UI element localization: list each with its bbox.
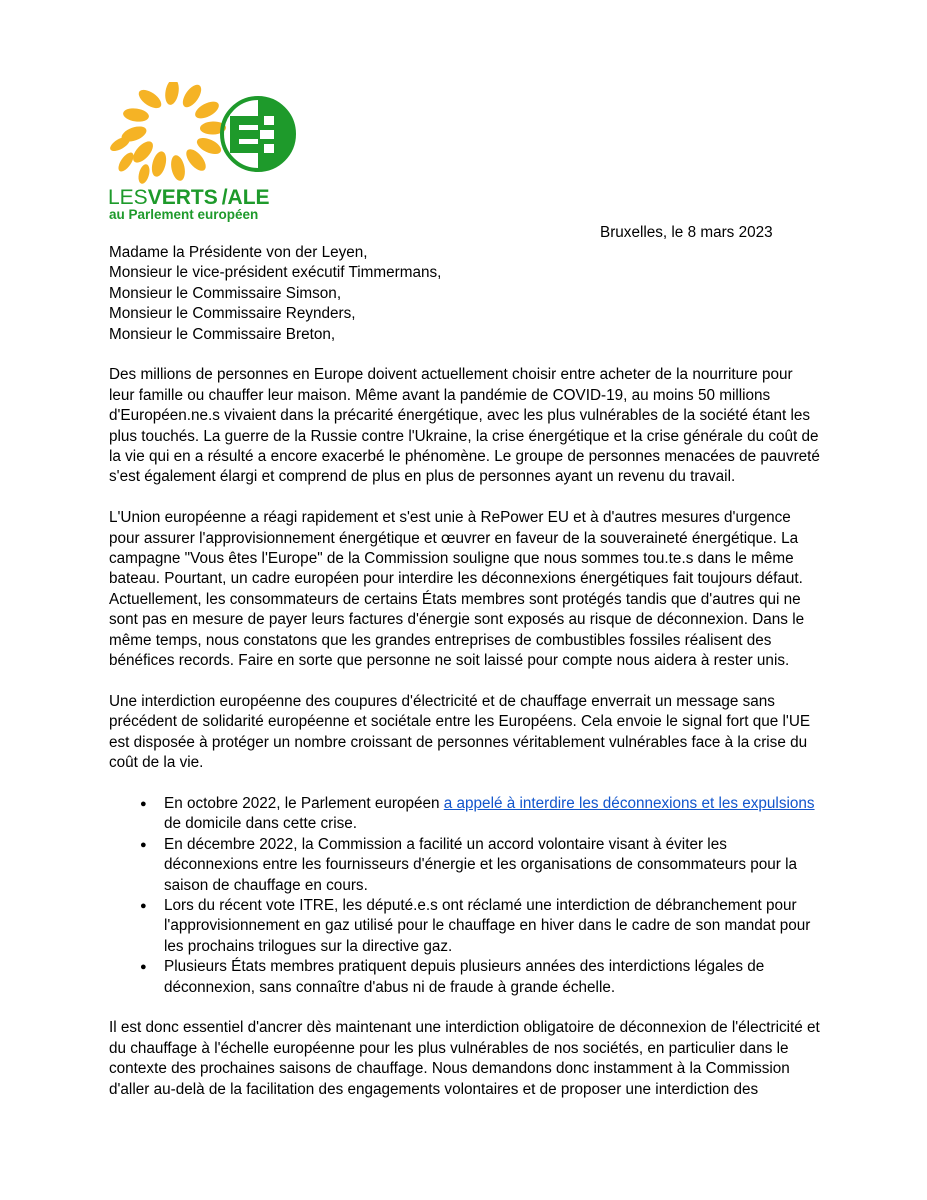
- bullet-item-itre-vote: [109, 896, 821, 957]
- paragraph-closing: Il est donc essentiel d'ancrer dès maintenant une interdiction obligatoire de déconnexion de l'électricité et du chauffage à l'échelle européenne pour les plus vulnérables de nos sociétés, en particulier dans le contexte des prochaines saisons de chauffage. Nous demandons donc instamment à la Commission d'aller au-delà de la facilitation des engagements volontaires et de proposer une interdiction des: [109, 1019, 820, 1098]
- bullet-item-parliament: [109, 794, 821, 835]
- logo-text-line2: au Parlement européen: [109, 207, 259, 222]
- logo-text-verts: VERTS: [147, 186, 218, 209]
- bullet-item-member-states: [109, 957, 821, 998]
- bullet-text: Lors du récent vote ITRE, les député.e.s ont réclamé une interdiction de débranchement pour l'approvisionnement en gaz utilisé pour le chauffage en hiver dans le cadre de son mandat pour les prochains trilogues sur la directive gaz.: [164, 896, 811, 955]
- addressee-line: Monsieur le Commissaire Reynders,: [109, 305, 356, 323]
- greens-efa-logo: [106, 82, 302, 222]
- bullet-marker: ●: [140, 899, 147, 912]
- paragraph-disconnection-ban: Une interdiction européenne des coupures d'électricité et de chauffage enverrait un message sans précédent de solidarité européenne et sociétale entre les Européens. Cela envoie le signal fort que l'UE est disposée à protéger un nombre croissant de personnes véritablement vulnérables face à la crise du coût de la vie.: [109, 692, 811, 772]
- bullet-text: Plusieurs États membres pratiquent depuis plusieurs années des interdictions légales de déconnexion, sans connaître d'abus ni de fraude à grande échelle.: [164, 958, 765, 996]
- logo-text-les: LES: [108, 186, 148, 209]
- logo-text-line1: [108, 186, 270, 209]
- bullet-item-commission: [109, 835, 821, 896]
- bullet-marker: ●: [140, 838, 147, 851]
- bullet-list: [109, 794, 821, 998]
- greens-efa-logo-graphic: [106, 82, 302, 222]
- addressee-line: Madame la Présidente von der Leyen,: [109, 244, 368, 261]
- paragraph-eu-response: L'Union européenne a réagi rapidement et s'est unie à RePower EU et à d'autres mesures d'urgence pour assurer l'approvisionnement énergétique et œuvrer en faveur de la souveraineté énergétique. La campagne "Vous êtes l'Europe" de la Commission souligne que nous sommes tou.te.s dans le même bateau. Pourtant, un cadre européen pour interdire les déconnexions énergétiques fait toujours défaut. Actuellement, les consommateurs de certains États membres sont protégés tandis que d'autres qui ne sont pas en mesure de payer leurs factures d'énergie sont exposés au risque de déconnexion. Dans le même temps, nous constatons que les grandes entreprises de combustibles fossiles réalisent des bénéfices records. Faire en sorte que personne ne soit laissé pour compte nous aidera à rester unis.: [109, 509, 805, 670]
- bullet-text: de domicile dans cette crise.: [164, 815, 358, 833]
- paragraph-energy-poverty: Des millions de personnes en Europe doivent actuellement choisir entre acheter de la nourriture pour leur famille ou chauffer leur maison. Même avant la pandémie de COVID-19, au moins 50 millions d'Européen.ne.s vivaient dans la précarité énergétique, avec les plus vulnérables de la société étant les plus touchés. La guerre de la Russie contre l'Ukraine, la crise énergétique et la crise générale du coût de la vie qui en a résulté a encore exacerbé le phénomène. Le groupe de personnes menacées de pauvreté s'est également élargi et comprend de plus en plus de personnes ayant un revenu du travail.: [109, 366, 820, 486]
- letter-body: [109, 243, 821, 1100]
- addressee-line: Monsieur le Commissaire Simson,: [109, 284, 342, 302]
- addressee-line: Monsieur le vice-président exécutif Timmermans,: [109, 264, 442, 282]
- sunflower-icon: [108, 82, 226, 185]
- parliament-resolution-link[interactable]: a appelé à interdire les déconnexions et les expulsions: [443, 794, 815, 812]
- green-e-circle-icon: [222, 98, 294, 170]
- letter-date: Bruxelles, le 8 mars 2023: [600, 224, 773, 241]
- bullet-marker: ●: [140, 961, 147, 974]
- logo-text-ale: /ALE: [221, 186, 270, 209]
- addressee-block: [109, 243, 821, 345]
- bullet-text: En octobre 2022, le Parlement européen: [164, 794, 444, 812]
- bullet-marker: ●: [140, 797, 147, 810]
- bullet-text: En décembre 2022, la Commission a facilité un accord volontaire visant à éviter les déconnexions entre les fournisseurs d'énergie et les organisations de consommateurs pour la saison de chauffage en cours.: [164, 835, 798, 894]
- addressee-line: Monsieur le Commissaire Breton,: [109, 325, 336, 343]
